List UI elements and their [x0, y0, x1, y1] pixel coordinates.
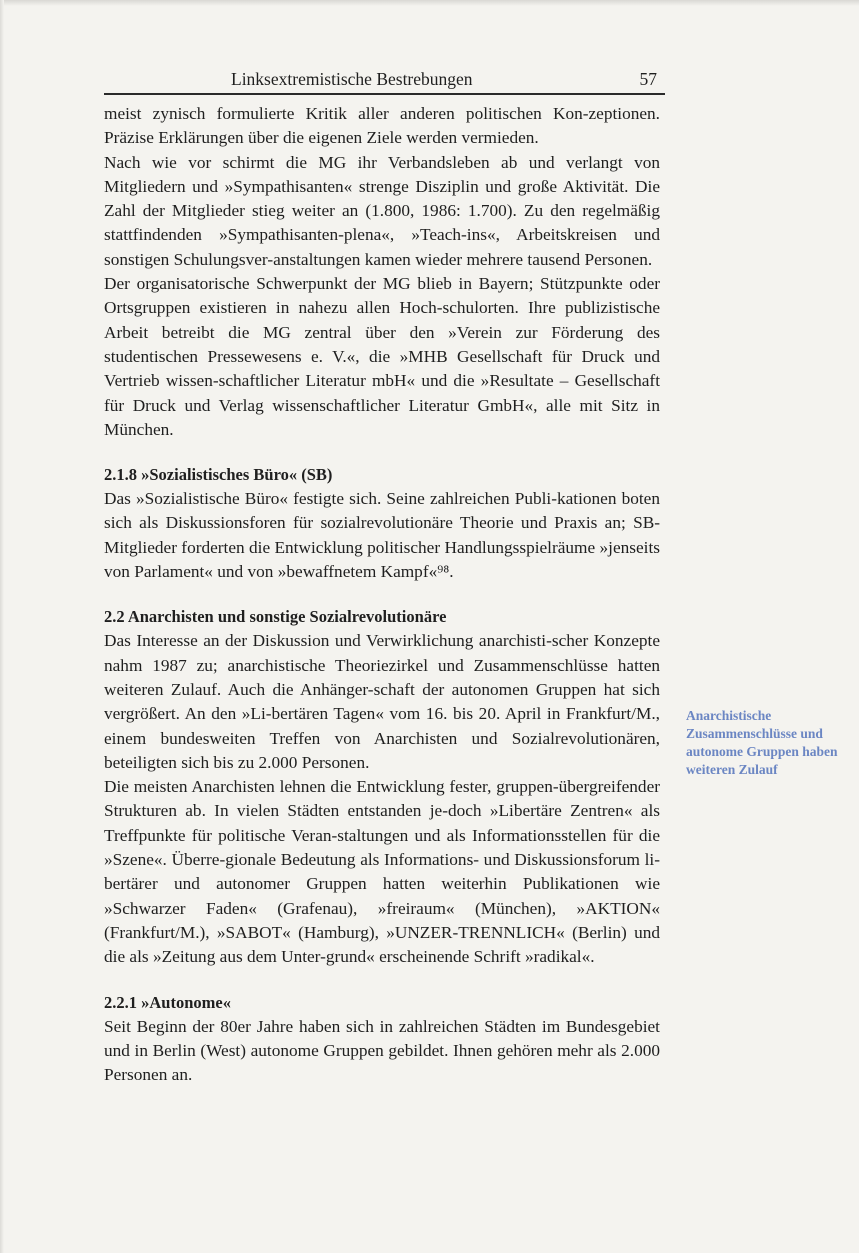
paragraph-sozialistisches-buero: Das »Sozialistische Büro« festigte sich. Seine zahlreichen Publi-kationen boten sich als Diskussionsforen für sozialrevolutionäre Theorie und Praxis an; SB-Mitglieder forderten die Entwicklung politischer Handlungsspielräume »jenseits von Parlament« und von »bewaffnetem Kampf«⁹⁸.	[104, 489, 660, 582]
paragraph-mg-criticism: meist zynisch formulierte Kritik aller anderen politischen Kon-zeptionen. Präzise Erklärungen über die eigenen Ziele werden vermieden.	[104, 104, 660, 148]
section-heading-2-2-1: 2.2.1 »Autonome«	[104, 992, 231, 1012]
paragraph-autonome: Seit Beginn der 80er Jahre haben sich in zahlreichen Städten im Bundesgebiet und in Berlin (West) autonome Gruppen gebildet. Ihnen gehören mehr als 2.000 Personen an.	[104, 1016, 660, 1085]
section-heading-2-2: 2.2 Anarchisten und sonstige Sozialrevolutionäre	[104, 607, 447, 627]
margin-note: Anarchistische Zusammenschlüsse und autonome Gruppen haben weiteren Zulauf	[686, 708, 838, 777]
paragraph-anarchist-interest: Das Interesse an der Diskussion und Verwirklichung anarchisti-scher Konzepte nahm 1987 zu; anarchistische Theoriezirkel und Zusammenschlüsse hatten weiteren Zulauf. Auch die Anhänger-schaft der autonomen Gruppen hat sich vergrößert. An den »Li-bertären Tagen« vom 16. bis 20. April in Frankfurt/M., einem bundesweiten Treffen von Anarchisten und Sozialrevolutionären, beteiligten sich bis zu 2.000 Personen.	[104, 631, 660, 772]
page-number: 57	[639, 69, 657, 89]
paragraph-anarchist-structures: Die meisten Anarchisten lehnen die Entwicklung fester, gruppen-übergreifender Strukturen ab. In vielen Städten entstanden je-doch »Libertäre Zentren« als Treffpunkte für politische Veran-staltungen und als Informationsstellen für die »Szene«. Überre-gionale Bedeutung als Informations- und Diskussionsforum li-bertärer und autonomer Gruppen hatten weiterhin Publikationen wie »Schwarzer Faden« (Grafenau), »freiraum« (München), »AKTION« (Frankfurt/M.), »SABOT« (Hamburg), »UNZER-TRENNLICH« (Berlin) und die als »Zeitung aus dem Unter-grund« erscheinende Schrift »radikal«.	[104, 777, 660, 967]
section-gap	[104, 442, 660, 463]
main-text-column	[104, 102, 660, 1087]
header-rule	[104, 93, 665, 95]
running-head	[104, 66, 665, 92]
paragraph-mg-organisation: Der organisatorische Schwerpunkt der MG blieb in Bayern; Stützpunkte oder Ortsgruppen existieren in nahezu allen Hoch-schulorten. Ihre publizistische Arbeit betreibt die MG zentral über den »Verein zur Förderung des studentischen Pressewesens e. V.«, die »MHB Gesellschaft für Druck und Vertrieb wissen-schaftlicher Literatur mbH« und die »Resultate – Gesellschaft für Druck und Verlag wissenschaftlicher Literatur GmbH«, alle mit Sitz in München.	[104, 274, 660, 439]
section-gap	[104, 970, 660, 991]
scan-edge-left	[0, 0, 4, 1253]
paragraph-mg-membership: Nach wie vor schirmt die MG ihr Verbandsleben ab und verlangt von Mitgliedern und »Sympathisanten« strenge Disziplin und große Aktivität. Die Zahl der Mitglieder stieg weiter an (1.800, 1986: 1.700). Zu den regelmäßig stattfindenden »Sympathisanten-plena«, »Teach-ins«, Arbeitskreisen und sonstigen Schulungsver-anstaltungen kamen wieder mehrere tausend Personen.	[104, 152, 660, 269]
running-head-title: Linksextremistische Bestrebungen	[231, 69, 473, 89]
section-heading-2-1-8: 2.1.8 »Sozialistisches Büro« (SB)	[104, 465, 333, 485]
scan-edge-top	[0, 0, 859, 6]
section-gap	[104, 584, 660, 605]
